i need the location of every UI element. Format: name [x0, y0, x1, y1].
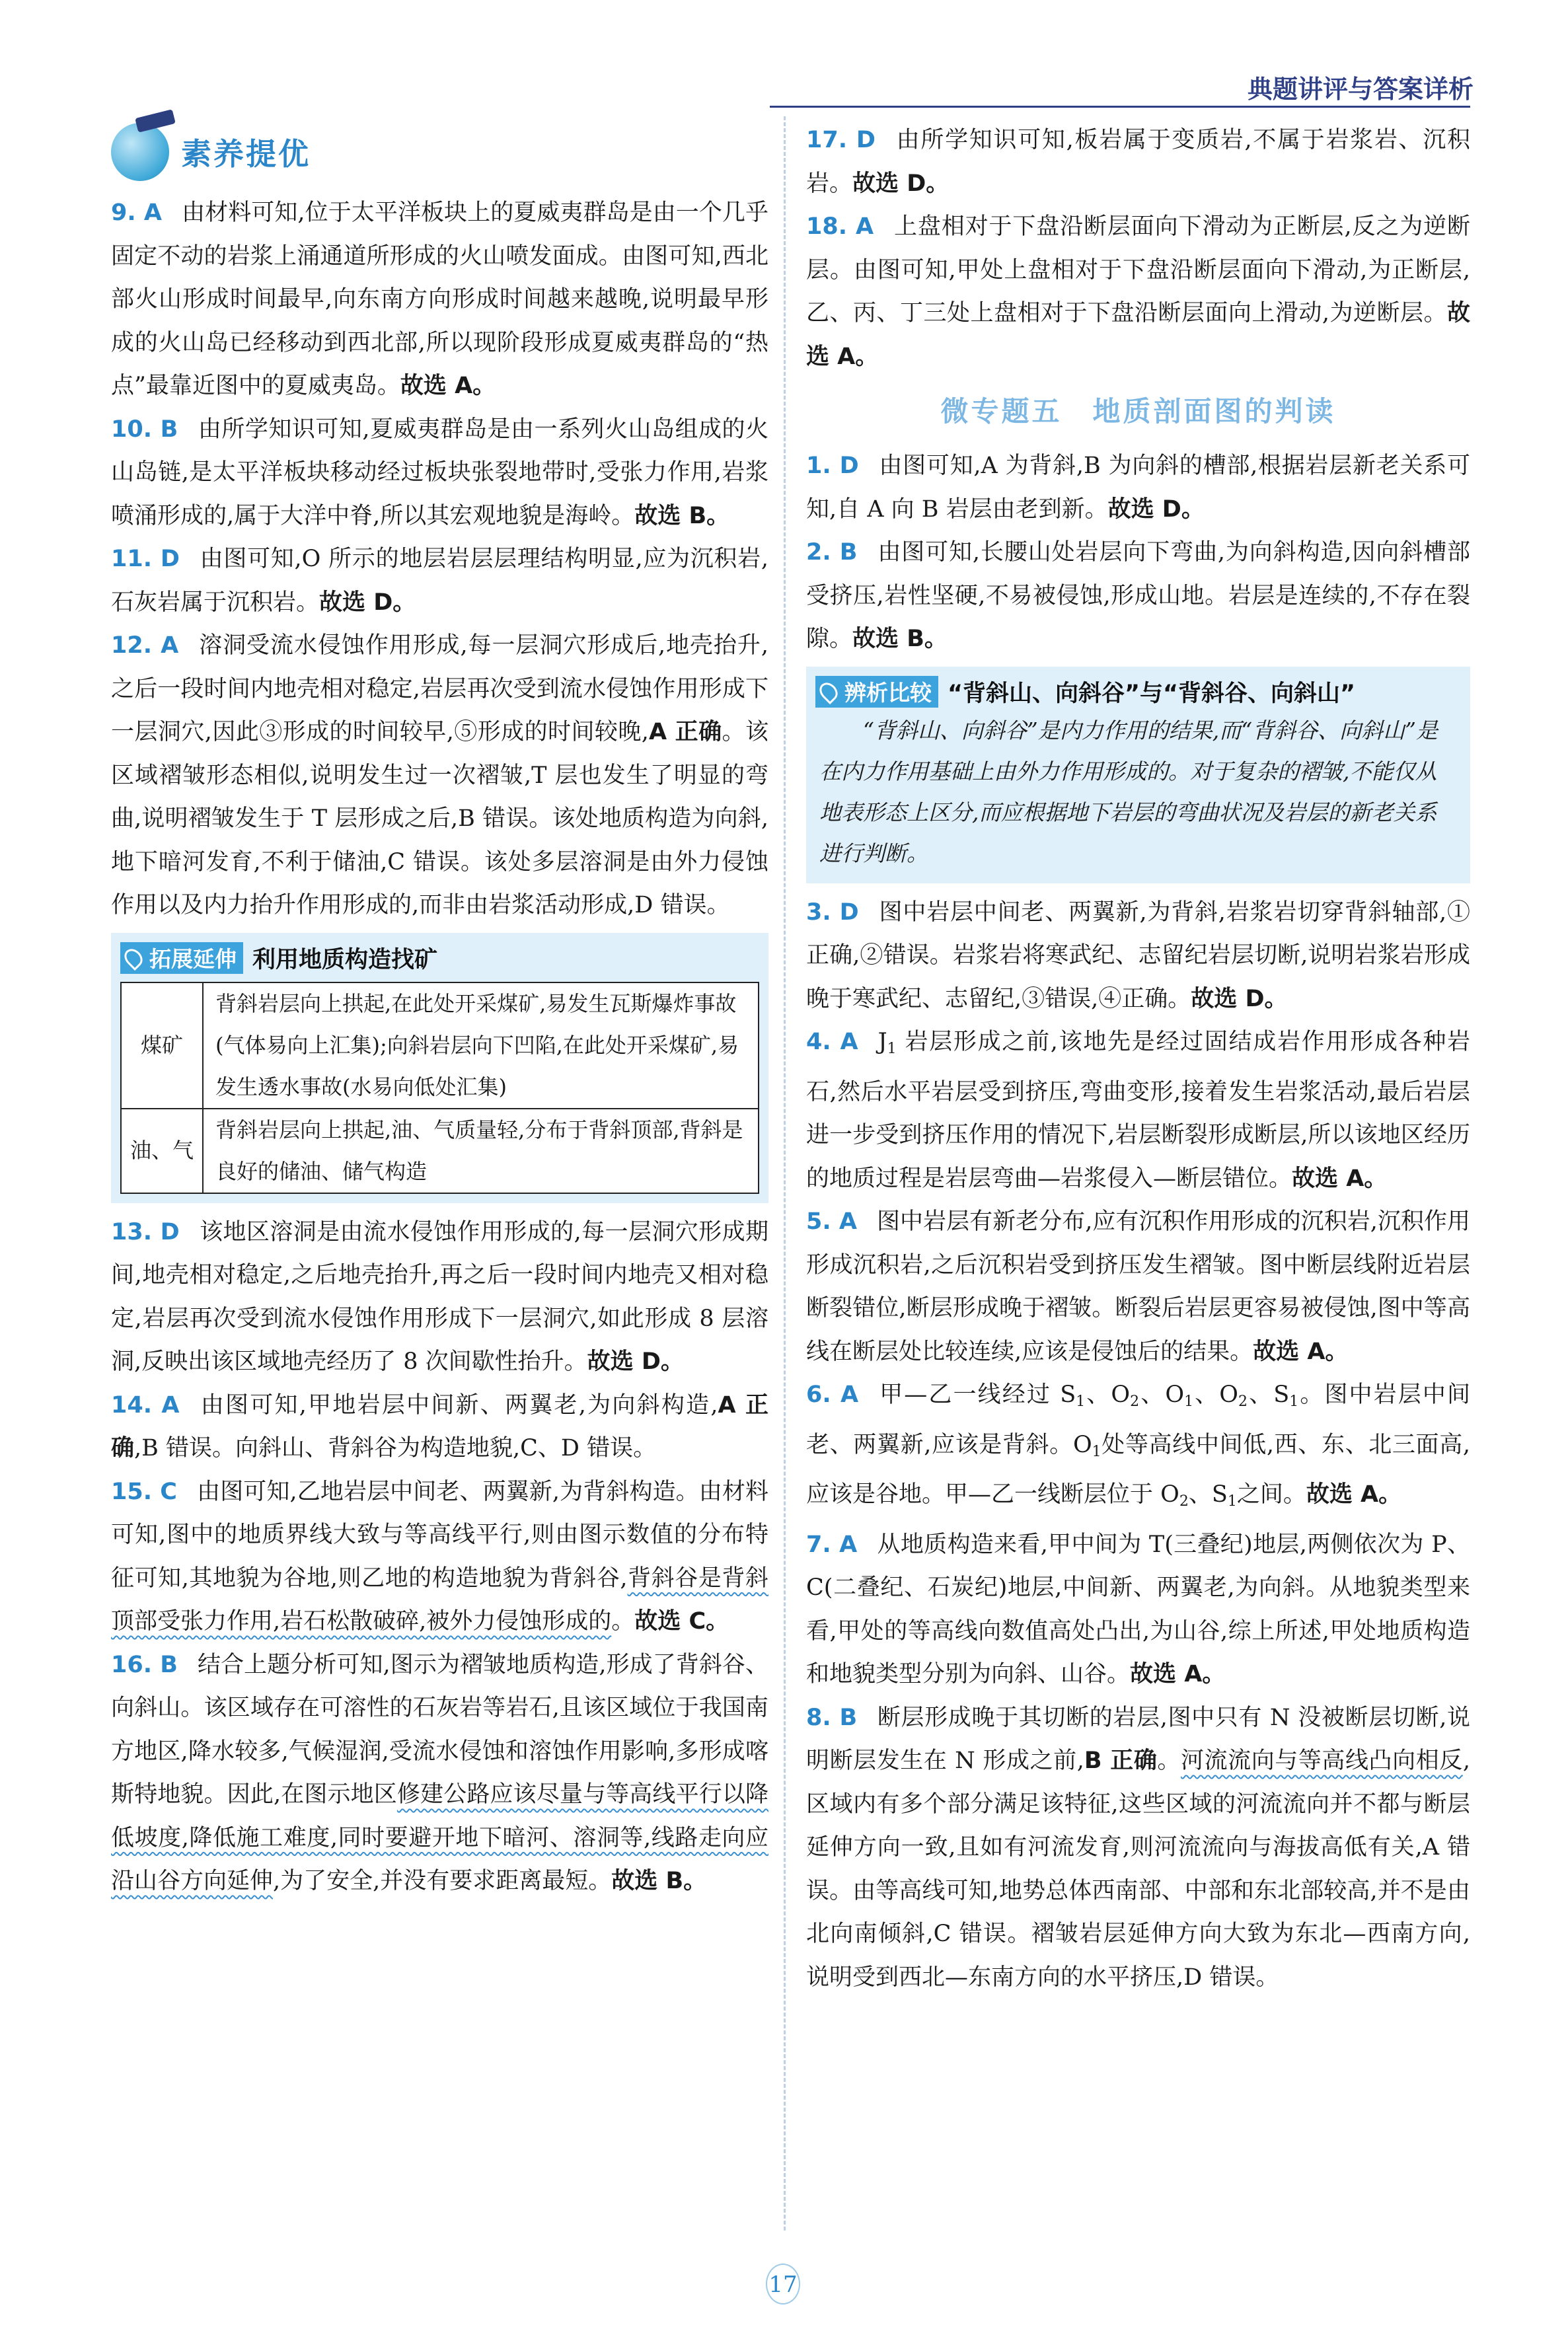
question-number: 1. D — [806, 453, 859, 479]
answer-text: 该地区溶洞是由流水侵蚀作用形成的,每一层洞穴形成期间,地壳相对稳定,之后地壳抬升,再之后一段时间内地壳又相对稳定,岩层再次受到流水侵蚀作用形成下一层洞穴,如此形成 8 层溶洞,反映出该区域地壳经历了 8 次间歇性抬升。 — [111, 1218, 768, 1375]
question-number: 6. A — [806, 1382, 859, 1408]
right-column — [806, 119, 1470, 1999]
column-divider — [784, 116, 786, 2231]
answer-text: 图中岩层中间老、两翼新,为背斜,岩浆岩切穿背斜轴部,①正确,②错误。岩浆岩将寒武纪、志留纪岩层切断,说明岩浆岩形成晚于寒武纪、志留纪,③错误,④正确。 — [806, 899, 1470, 1012]
tag-label: 拓展延伸 — [149, 946, 237, 972]
answer-text: 、O — [1193, 1382, 1238, 1408]
header-rule — [770, 106, 1470, 108]
answer-m4 — [806, 1021, 1470, 1200]
stratum-symbol: J — [877, 1029, 887, 1055]
answer-14 — [111, 1384, 768, 1471]
answer-9 — [111, 192, 768, 408]
answer-text: 由图可知,A 为背斜,B 为向斜的槽部,根据岩层新老关系可知,自 A 向 B 岩层由老到新。 — [806, 453, 1470, 523]
subscript: 1 — [1184, 1393, 1194, 1410]
answer-text: 上盘相对于下盘沿断层面向下滑动为正断层,反之为逆断层。由图可知,甲处上盘相对于下盘沿断层面向下滑动,为正断层,乙、丙、丁三处上盘相对于下盘沿断层面向上滑动,为逆断层。 — [806, 213, 1470, 326]
table-value: 背斜岩层向上拱起,油、气质量轻,分布于背斜顶部,背斜是良好的储油、储气构造 — [203, 1109, 759, 1193]
emphasized-text: 修建公路应该尽量与等高线平行以降低坡度,降低施工难度,同时要避开地下暗河、溶洞等,线路走向应沿山谷方向延伸 — [111, 1781, 768, 1894]
question-number: 18. A — [806, 213, 874, 240]
box-title: 利用地质构造找矿 — [252, 946, 438, 973]
answer-choice: A 正确 — [648, 719, 722, 745]
answer-text: 。 — [1157, 1748, 1181, 1774]
answer-choice: A 正确 — [111, 1391, 768, 1461]
answer-12 — [111, 624, 768, 928]
answer-choice: 故选 A。 — [1292, 1165, 1388, 1192]
comparison-tag — [815, 676, 938, 708]
answer-choice: 故选 C。 — [634, 1608, 729, 1635]
subscript: 1 — [1289, 1393, 1299, 1410]
question-number: 11. D — [111, 546, 180, 572]
question-number: 10. B — [111, 416, 178, 443]
question-number: 7. A — [806, 1531, 858, 1558]
answer-choice: 故选 B。 — [634, 502, 730, 529]
table-key: 油、气 — [121, 1109, 203, 1193]
question-number: 4. A — [806, 1029, 858, 1055]
answer-15 — [111, 1471, 768, 1644]
answer-choice: 故选 A。 — [1253, 1338, 1349, 1365]
answer-text: 由所学知识可知,板岩属于变质岩,不属于岩浆岩、沉积岩。 — [806, 127, 1470, 197]
answer-text: 。图中岩层中间老、两翼新,应该是背斜。O — [806, 1382, 1471, 1458]
answer-text: 、S — [1248, 1382, 1290, 1408]
answer-m5 — [806, 1200, 1470, 1374]
table-value: 背斜岩层向上拱起,在此处开采煤矿,易发生瓦斯爆炸事故(气体易向上汇集);向斜岩层向下凹陷,在此处开采煤矿,易发生透水事故(水易向低处汇集) — [203, 982, 759, 1109]
location-pin-icon — [816, 679, 841, 704]
subtopic-title: 微专题五 地质剖面图的判读 — [940, 395, 1336, 427]
emphasized-text: 河流流向与等高线凸向相反 — [1181, 1748, 1463, 1774]
answer-m3 — [806, 891, 1470, 1021]
table-key: 煤矿 — [121, 982, 203, 1109]
answer-text: 、O — [1085, 1382, 1131, 1408]
question-number: 15. C — [111, 1478, 177, 1505]
answer-10 — [111, 408, 768, 538]
answer-17 — [806, 119, 1470, 205]
answer-text: 岩层形成之前,该地先是经过固结成岩作用形成各种岩石,然后水平岩层受到挤压,弯曲变形,接着发生岩浆活动,最后岩层进一步受到挤压作用的情况下,岩层断裂形成断层,所以该地区经历的地质过程是岩层弯曲—岩浆侵入—断层错位。 — [806, 1029, 1470, 1192]
answer-text: 由所学知识可知,夏威夷群岛是由一系列火山岛组成的火山岛链,是太平洋板块移动经过板块张裂地带时,受张力作用,岩浆喷涌形成的,属于大洋中脊,所以其宏观地貌是海岭。 — [111, 416, 768, 529]
question-number: 5. A — [806, 1208, 857, 1235]
answer-text: 。该区域褶皱形态相似,说明发生过一次褶皱,T 层也发生了明显的弯曲,说明褶皱发生于 T 层形成之后,B 错误。该处地质构造为向斜,地下暗河发育,不利于储油,C 错误。该处多层溶洞是由外力侵蚀作用以及内力抬升作用形成的,而非由岩浆活动形成,D 错误。 — [111, 719, 768, 918]
emphasized-text: 背斜谷是背斜顶部受张力作用,岩石松散破碎,被外力侵蚀形成的 — [111, 1565, 768, 1635]
answer-text: 断层形成晚于其切断的岩层,图中只有 N 没被断层切断,说明断层发生在 N 形成之前, — [806, 1704, 1470, 1774]
answer-choice: 故选 A。 — [1130, 1661, 1226, 1687]
answer-text: 之间。 — [1236, 1481, 1306, 1508]
subscript: 2 — [1179, 1493, 1189, 1510]
answer-choice: 故选 D。 — [1191, 985, 1288, 1012]
question-number: 9. A — [111, 200, 162, 226]
running-header: 典题讲评与答案详析 — [1247, 75, 1474, 104]
tag-label: 辨析比较 — [844, 680, 932, 706]
answer-choice: B 正确 — [1084, 1748, 1158, 1774]
answer-choice: 故选 D。 — [587, 1348, 684, 1375]
answer-text: 由材料可知,位于太平洋板块上的夏威夷群岛是由一个几乎固定不动的岩浆上涌通道所形成的火山喷发面成。由图可知,西北部火山形成时间最早,向东南方向形成时间越来越晚,说明最早形成的火山岛已经移动到西北部,所以现阶段形成夏威夷群岛的“热点”最靠近图中的夏威夷岛。 — [111, 200, 768, 399]
answer-choice: 故选 A。 — [400, 373, 496, 399]
comparison-box — [806, 667, 1470, 883]
extension-box — [111, 933, 768, 1203]
answer-text: 处等高线中间低,西、东、北三面高,应该是谷地。甲—乙一线断层位于 O — [806, 1431, 1470, 1508]
page-number: 17 — [757, 2266, 809, 2303]
answer-11 — [111, 538, 768, 624]
question-number: 2. B — [806, 539, 858, 566]
subscript: 1 — [1092, 1443, 1101, 1460]
answer-choice: 故选 B。 — [611, 1868, 707, 1894]
answer-text: ,为了安全,并没有要求距离最短。 — [273, 1868, 612, 1894]
question-number: 16. B — [111, 1651, 178, 1678]
answer-text: 结合上题分析可知,图示为褶皱地质构造,形成了背斜谷、向斜山。该区域存在可溶性的石灰岩等岩石,且该区域位于我国南方地区,降水较多,气候湿润,受流水侵蚀和溶蚀作用影响,多形成喀斯特地貌。因此,在图示地区 — [111, 1651, 768, 1808]
answer-text: 甲—乙一线经过 S — [878, 1382, 1076, 1408]
answer-choice: 故选 A。 — [806, 300, 1470, 370]
answer-text: 、O — [1139, 1382, 1185, 1408]
left-column — [111, 119, 768, 1903]
answer-18 — [806, 205, 1470, 379]
answer-choice: 故选 A。 — [1306, 1481, 1402, 1508]
answer-m2 — [806, 531, 1470, 661]
question-number: 3. D — [806, 899, 859, 926]
answer-text: 、S — [1188, 1481, 1228, 1508]
extension-tag — [120, 942, 243, 974]
table-row — [121, 982, 759, 1109]
answer-choice: 故选 D。 — [319, 589, 416, 616]
answer-text: 由图可知,长腰山处岩层向下弯曲,为向斜构造,因向斜槽部受挤压,岩性坚硬,不易被侵蚀,形成山地。岩层是连续的,不存在裂隙。 — [806, 539, 1470, 652]
answer-text: 图中岩层有新老分布,应有沉积作用形成的沉积岩,沉积作用形成沉积岩,之后沉积岩受到挤压发生褶皱。图中断层线附近岩层断裂错位,断层形成晚于褶皱。断裂后岩层更容易被侵蚀,图中等高线在断层处比较连续,应该是侵蚀后的结果。 — [806, 1208, 1470, 1365]
answer-m8 — [806, 1697, 1470, 2000]
section-heading — [111, 119, 768, 185]
answer-13 — [111, 1211, 768, 1384]
question-number: 17. D — [806, 127, 876, 153]
answer-text: 由图可知,O 所示的地层岩层层理结构明显,应为沉积岩,石灰岩属于沉积岩。 — [111, 546, 768, 616]
answer-text: 由图可知,甲地岩层中间新、两翼老,为向斜构造, — [199, 1391, 718, 1419]
answer-16 — [111, 1644, 768, 1903]
question-number: 13. D — [111, 1218, 180, 1245]
subscript: 2 — [1130, 1393, 1140, 1410]
answer-text: 由图可知,乙地岩层中间老、两翼新,为背斜构造。由材料可知,图中的地质界线大致与等高线平行,则由图示数值的分布特征可知,其地貌为谷地,则乙地的构造地貌为背斜谷, — [111, 1478, 768, 1592]
answer-choice: 故选 D。 — [1107, 496, 1205, 523]
answer-m7 — [806, 1524, 1470, 1697]
question-number: 8. B — [806, 1704, 858, 1731]
question-number: 14. A — [111, 1391, 180, 1419]
answer-m1 — [806, 445, 1470, 531]
answer-text: 。 — [611, 1608, 635, 1635]
table-row — [121, 1109, 759, 1193]
section-title: 素养提优 — [181, 136, 311, 172]
subscript: 1 — [1076, 1393, 1086, 1410]
answer-text: 溶洞受流水侵蚀作用形成,每一层洞穴形成后,地壳抬升,之后一段时间内地壳相对稳定,岩层再次受到流水侵蚀作用形成下一层洞穴,因此③形成的时间较早,⑤形成的时间较晚, — [111, 632, 768, 745]
subscript: 1 — [1227, 1493, 1237, 1510]
box-title: “背斜山、向斜谷”与“背斜谷、向斜山” — [948, 680, 1356, 707]
answer-m6 — [806, 1374, 1470, 1524]
subscript: 1 — [887, 1041, 897, 1057]
question-number: 12. A — [111, 632, 179, 659]
globe-graduation-cap-icon — [111, 123, 169, 181]
answer-choice: 故选 B。 — [852, 626, 948, 652]
answer-text: ,B 错误。向斜山、背斜谷为构造地貌,C、D 错误。 — [134, 1435, 657, 1461]
subscript: 2 — [1238, 1393, 1248, 1410]
answer-text: ,区域内有多个部分满足该特征,这些区域的河流流向并不都与断层延伸方向一致,且如有河流发育,则河流流向与海拔高低有关,A 错误。由等高线可知,地势总体西南部、中部和东北部较高,并不是由北向南倾斜,C 错误。褶皱岩层延伸方向大致为东北—西南方向,说明受到西北—东南方向的水平挤压,D 错误。 — [806, 1748, 1470, 1991]
answer-text: 从地质构造来看,甲中间为 T(三叠纪)地层,两侧依次为 P、C(二叠纪、石炭纪)地层,中间新、两翼老,为向斜。从地貌类型来看,甲处的等高线向数值高处凸出,为山谷,综上所述,甲处地质构造和地貌类型分别为向斜、山谷。 — [806, 1531, 1470, 1687]
location-pin-icon — [121, 945, 146, 970]
answer-choice: 故选 D。 — [852, 170, 950, 197]
mineral-table — [120, 982, 759, 1194]
box-text: “背斜山、向斜谷”是内力作用的结果,而“背斜谷、向斜山”是在内力作用基础上由外力作用形成的。对于复杂的褶皱,不能仅从地表形态上区分,而应根据地下岩层的弯曲状况及岩层的新老关系进行判断。 — [819, 717, 1438, 866]
